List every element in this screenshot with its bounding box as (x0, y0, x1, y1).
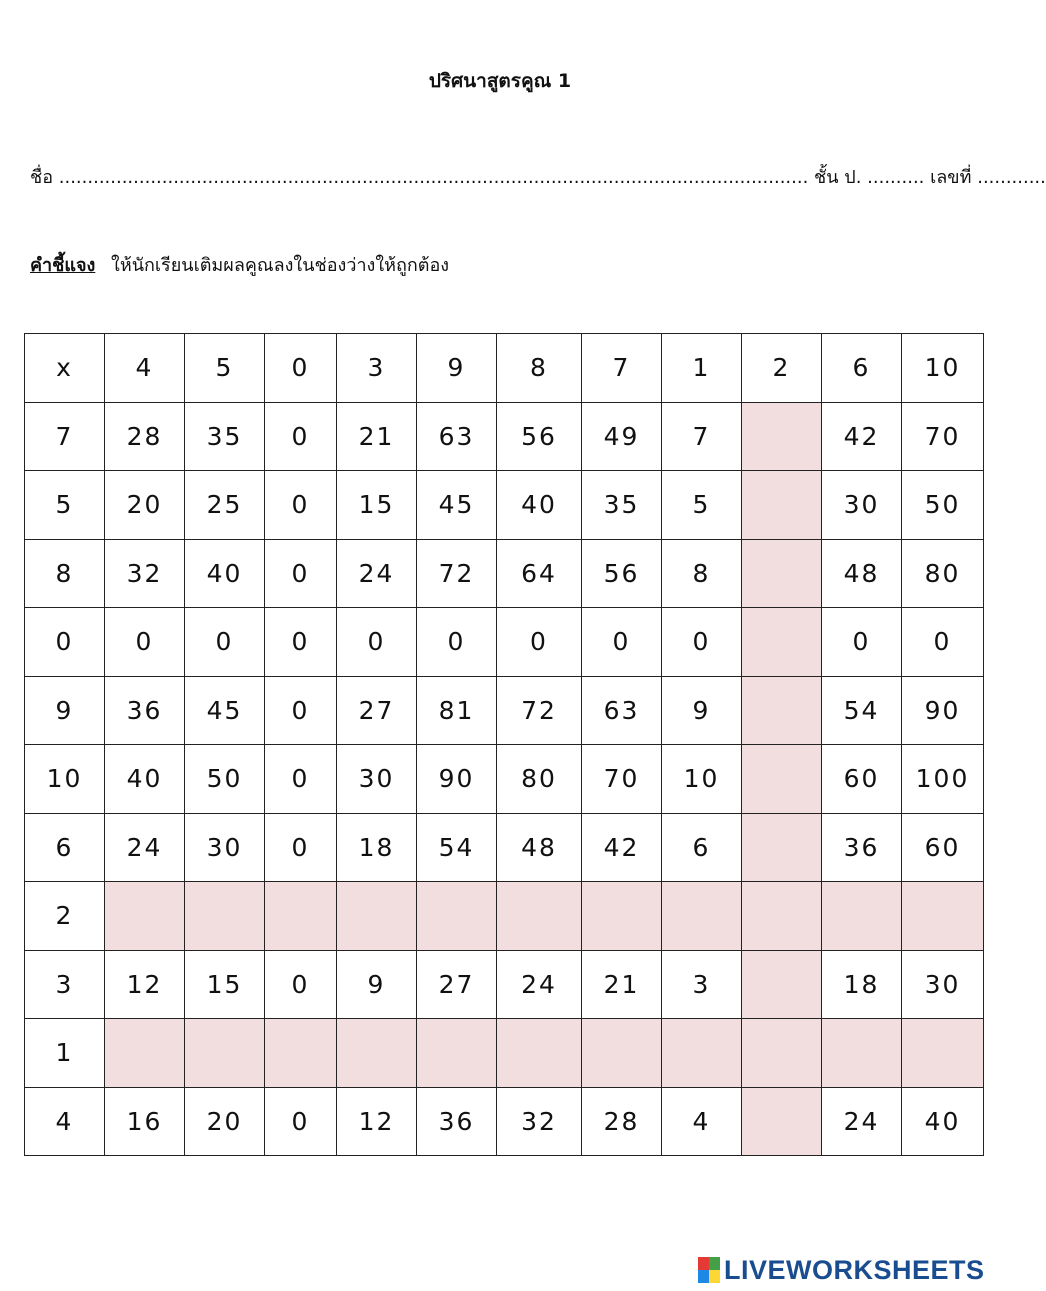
product-cell: 48 (822, 539, 902, 608)
column-header: 3 (337, 334, 417, 403)
product-cell: 80 (902, 539, 984, 608)
product-cell: 18 (822, 950, 902, 1019)
answer-blank-cell[interactable] (902, 882, 984, 951)
product-cell: 32 (105, 539, 185, 608)
column-header: 10 (902, 334, 984, 403)
row-header: 0 (25, 608, 105, 677)
product-cell: 0 (265, 745, 337, 814)
answer-blank-cell[interactable] (185, 882, 265, 951)
product-cell: 9 (337, 950, 417, 1019)
product-cell: 70 (902, 402, 984, 471)
product-cell: 0 (417, 608, 497, 677)
product-cell: 60 (822, 745, 902, 814)
answer-blank-cell[interactable] (417, 882, 497, 951)
product-cell: 72 (417, 539, 497, 608)
product-cell: 0 (265, 1087, 337, 1156)
table-row (25, 539, 984, 608)
corner-cell: x (25, 334, 105, 403)
product-cell: 7 (662, 402, 742, 471)
product-cell: 0 (265, 608, 337, 677)
row-header: 2 (25, 882, 105, 951)
answer-blank-cell[interactable] (742, 608, 822, 677)
answer-blank-cell[interactable] (742, 676, 822, 745)
header-row (25, 334, 984, 403)
product-cell: 81 (417, 676, 497, 745)
product-cell: 0 (265, 402, 337, 471)
answer-blank-cell[interactable] (742, 402, 822, 471)
column-header: 6 (822, 334, 902, 403)
student-info-line (30, 162, 1046, 191)
instruction-heading: คำชี้แจง (30, 255, 96, 276)
product-cell: 42 (822, 402, 902, 471)
product-cell: 56 (497, 402, 582, 471)
product-cell: 0 (582, 608, 662, 677)
table-row (25, 1019, 984, 1088)
answer-blank-cell[interactable] (337, 1019, 417, 1088)
brand-footer (698, 1253, 985, 1287)
answer-blank-cell[interactable] (185, 1019, 265, 1088)
number-label: เลขที่ (930, 167, 972, 188)
table-row (25, 471, 984, 540)
product-cell: 21 (337, 402, 417, 471)
product-cell: 15 (337, 471, 417, 540)
row-header: 6 (25, 813, 105, 882)
answer-blank-cell[interactable] (822, 882, 902, 951)
product-cell: 30 (185, 813, 265, 882)
column-header: 4 (105, 334, 185, 403)
product-cell: 100 (902, 745, 984, 814)
product-cell: 0 (185, 608, 265, 677)
row-header: 9 (25, 676, 105, 745)
answer-blank-cell[interactable] (742, 539, 822, 608)
answer-blank-cell[interactable] (902, 1019, 984, 1088)
product-cell: 20 (185, 1087, 265, 1156)
product-cell: 0 (265, 471, 337, 540)
answer-blank-cell[interactable] (742, 745, 822, 814)
instruction (30, 250, 449, 279)
table-row (25, 402, 984, 471)
answer-blank-cell[interactable] (265, 1019, 337, 1088)
answer-blank-cell[interactable] (742, 813, 822, 882)
row-header: 1 (25, 1019, 105, 1088)
product-cell: 32 (497, 1087, 582, 1156)
table-row (25, 608, 984, 677)
product-cell: 0 (902, 608, 984, 677)
table-row (25, 950, 984, 1019)
answer-blank-cell[interactable] (337, 882, 417, 951)
product-cell: 6 (662, 813, 742, 882)
row-header: 8 (25, 539, 105, 608)
column-header: 5 (185, 334, 265, 403)
product-cell: 24 (105, 813, 185, 882)
row-header: 3 (25, 950, 105, 1019)
number-field: ............ (977, 167, 1046, 188)
product-cell: 24 (337, 539, 417, 608)
answer-blank-cell[interactable] (265, 882, 337, 951)
product-cell: 0 (265, 539, 337, 608)
answer-blank-cell[interactable] (742, 950, 822, 1019)
instruction-text: ให้นักเรียนเติมผลคูณลงในช่องว่างให้ถูกต้อง (111, 255, 450, 276)
table-row (25, 1087, 984, 1156)
answer-blank-cell[interactable] (742, 1087, 822, 1156)
table-row (25, 676, 984, 745)
name-label: ชื่อ (30, 167, 54, 188)
answer-blank-cell[interactable] (582, 1019, 662, 1088)
product-cell: 40 (185, 539, 265, 608)
product-cell: 0 (265, 676, 337, 745)
product-cell: 63 (582, 676, 662, 745)
product-cell: 0 (337, 608, 417, 677)
product-cell: 5 (662, 471, 742, 540)
product-cell: 80 (497, 745, 582, 814)
product-cell: 25 (185, 471, 265, 540)
product-cell: 9 (662, 676, 742, 745)
liveworksheets-logo-icon (698, 1257, 720, 1283)
product-cell: 63 (417, 402, 497, 471)
answer-blank-cell[interactable] (497, 1019, 582, 1088)
answer-blank-cell[interactable] (582, 882, 662, 951)
class-label: ชั้น ป. (814, 167, 862, 188)
table-row (25, 813, 984, 882)
answer-blank-cell[interactable] (742, 882, 822, 951)
brand-name: LIVEWORKSHEETS (724, 1254, 985, 1285)
product-cell: 36 (822, 813, 902, 882)
answer-blank-cell[interactable] (105, 882, 185, 951)
product-cell: 42 (582, 813, 662, 882)
product-cell: 90 (902, 676, 984, 745)
column-header: 9 (417, 334, 497, 403)
product-cell: 49 (582, 402, 662, 471)
product-cell: 54 (417, 813, 497, 882)
answer-blank-cell[interactable] (742, 471, 822, 540)
product-cell: 54 (822, 676, 902, 745)
product-cell: 21 (582, 950, 662, 1019)
product-cell: 0 (822, 608, 902, 677)
table-row (25, 745, 984, 814)
product-cell: 50 (185, 745, 265, 814)
product-cell: 24 (497, 950, 582, 1019)
product-cell: 28 (582, 1087, 662, 1156)
product-cell: 72 (497, 676, 582, 745)
product-cell: 20 (105, 471, 185, 540)
product-cell: 0 (105, 608, 185, 677)
column-header: 1 (662, 334, 742, 403)
product-cell: 18 (337, 813, 417, 882)
row-header: 4 (25, 1087, 105, 1156)
column-header: 7 (582, 334, 662, 403)
answer-blank-cell[interactable] (662, 882, 742, 951)
row-header: 7 (25, 402, 105, 471)
product-cell: 0 (497, 608, 582, 677)
answer-blank-cell[interactable] (105, 1019, 185, 1088)
product-cell: 40 (902, 1087, 984, 1156)
product-cell: 56 (582, 539, 662, 608)
row-header: 5 (25, 471, 105, 540)
product-cell: 50 (902, 471, 984, 540)
product-cell: 30 (822, 471, 902, 540)
product-cell: 40 (497, 471, 582, 540)
class-field: .......... (867, 167, 925, 188)
product-cell: 12 (337, 1087, 417, 1156)
product-cell: 30 (902, 950, 984, 1019)
table-row (25, 882, 984, 951)
answer-blank-cell[interactable] (417, 1019, 497, 1088)
product-cell: 0 (265, 813, 337, 882)
product-cell: 70 (582, 745, 662, 814)
product-cell: 28 (105, 402, 185, 471)
column-header: 8 (497, 334, 582, 403)
product-cell: 36 (417, 1087, 497, 1156)
product-cell: 35 (185, 402, 265, 471)
product-cell: 15 (185, 950, 265, 1019)
column-header: 2 (742, 334, 822, 403)
product-cell: 12 (105, 950, 185, 1019)
product-cell: 90 (417, 745, 497, 814)
product-cell: 16 (105, 1087, 185, 1156)
product-cell: 64 (497, 539, 582, 608)
product-cell: 60 (902, 813, 984, 882)
product-cell: 0 (662, 608, 742, 677)
multiplication-table (24, 333, 984, 1156)
product-cell: 3 (662, 950, 742, 1019)
product-cell: 45 (417, 471, 497, 540)
product-cell: 35 (582, 471, 662, 540)
answer-blank-cell[interactable] (497, 882, 582, 951)
product-cell: 40 (105, 745, 185, 814)
answer-blank-cell[interactable] (742, 1019, 822, 1088)
worksheet-title: ปริศนาสูตรคูณ 1 (428, 70, 572, 92)
product-cell: 36 (105, 676, 185, 745)
product-cell: 0 (265, 950, 337, 1019)
product-cell: 30 (337, 745, 417, 814)
name-field: ................................................................................................................................... (58, 167, 809, 188)
answer-blank-cell[interactable] (662, 1019, 742, 1088)
product-cell: 27 (417, 950, 497, 1019)
product-cell: 10 (662, 745, 742, 814)
column-header: 0 (265, 334, 337, 403)
product-cell: 24 (822, 1087, 902, 1156)
product-cell: 45 (185, 676, 265, 745)
product-cell: 48 (497, 813, 582, 882)
product-cell: 27 (337, 676, 417, 745)
answer-blank-cell[interactable] (822, 1019, 902, 1088)
product-cell: 8 (662, 539, 742, 608)
row-header: 10 (25, 745, 105, 814)
product-cell: 4 (662, 1087, 742, 1156)
